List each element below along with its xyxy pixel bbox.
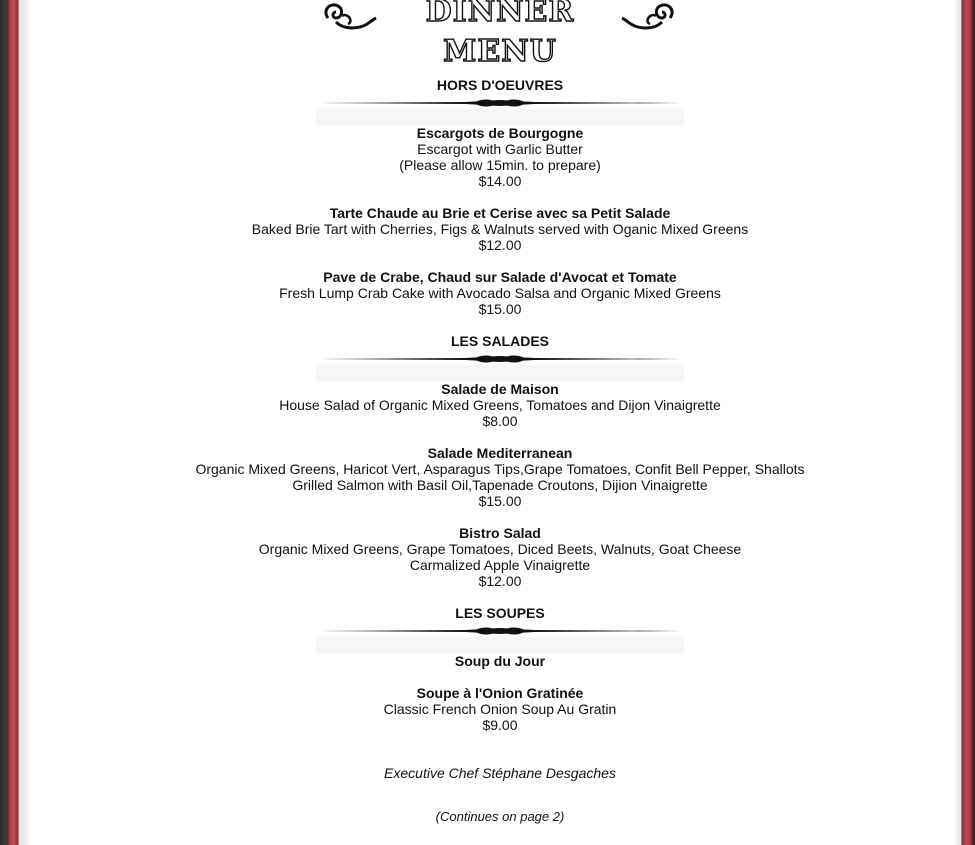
- item-price: $15.00: [478, 493, 522, 509]
- section-title: HORS D'OEUVRES: [436, 77, 564, 93]
- section-divider: [316, 97, 684, 125]
- menu-item: [0, 525, 975, 589]
- right-flourish-icon: [618, 0, 678, 32]
- item-price: $12.00: [478, 237, 522, 253]
- item-price: $14.00: [478, 173, 522, 189]
- section-divider: [316, 625, 684, 653]
- menu-header: [320, 0, 680, 69]
- item-price: $9.00: [482, 717, 518, 733]
- item-name: Tarte Chaude au Brie et Cerise avec sa Petit Salade: [329, 205, 671, 221]
- item-description: Organic Mixed Greens, Haricot Vert, Asparagus Tips,Grape Tomatoes, Confit Bell Pepper, Shallots: [195, 461, 805, 477]
- item-description: Grilled Salmon with Basil Oil,Tapenade Croutons, Dijion Vinaigrette: [292, 477, 708, 493]
- item-name: Pave de Crabe, Chaud sur Salade d'Avocat et Tomate: [323, 269, 677, 285]
- item-description: Classic French Onion Soup Au Gratin: [383, 701, 617, 717]
- item-description: Carmalized Apple Vinaigrette: [409, 557, 591, 573]
- chef-credit: Executive Chef Stéphane Desgaches: [384, 765, 616, 781]
- item-price: $12.00: [478, 573, 522, 589]
- section-title: LES SOUPES: [455, 605, 545, 621]
- menu-item: [0, 269, 975, 317]
- item-description: Baked Brie Tart with Cherries, Figs & Walnuts served with Oganic Mixed Greens: [251, 221, 749, 237]
- continues-note: (Continues on page 2): [435, 809, 565, 824]
- section-les-salades: [0, 333, 975, 589]
- item-name: Escargots de Bourgogne: [416, 125, 584, 141]
- menu-item: [0, 381, 975, 429]
- menu-title: DINNER MENU: [425, 0, 575, 69]
- item-price: $15.00: [478, 301, 522, 317]
- menu-item: [0, 685, 975, 733]
- item-description: Organic Mixed Greens, Grape Tomatoes, Diced Beets, Walnuts, Goat Cheese: [258, 541, 742, 557]
- menu-item: [0, 205, 975, 253]
- item-description: (Please allow 15min. to prepare): [399, 157, 601, 173]
- section-hors-doeuvres: [0, 77, 975, 317]
- section-divider: [316, 353, 684, 381]
- menu-item: [0, 653, 975, 669]
- item-description: Escargot with Garlic Butter: [417, 141, 583, 157]
- item-name: Salade de Maison: [441, 381, 559, 397]
- left-flourish-icon: [320, 0, 380, 32]
- item-price: $8.00: [482, 413, 518, 429]
- menu-item: [0, 125, 975, 189]
- section-title: LES SALADES: [450, 333, 549, 349]
- section-les-soupes: [0, 605, 975, 733]
- item-name: Bistro Salad: [459, 525, 541, 541]
- item-name: Soup du Jour: [454, 653, 546, 669]
- menu-content: [0, 77, 975, 825]
- menu-item: [0, 445, 975, 509]
- item-name: Soupe à l'Onion Gratinée: [416, 685, 584, 701]
- item-description: House Salad of Organic Mixed Greens, Tomatoes and Dijon Vinaigrette: [279, 397, 721, 413]
- item-name: Salade Mediterranean: [427, 445, 573, 461]
- item-description: Fresh Lump Crab Cake with Avocado Salsa and Organic Mixed Greens: [279, 285, 721, 301]
